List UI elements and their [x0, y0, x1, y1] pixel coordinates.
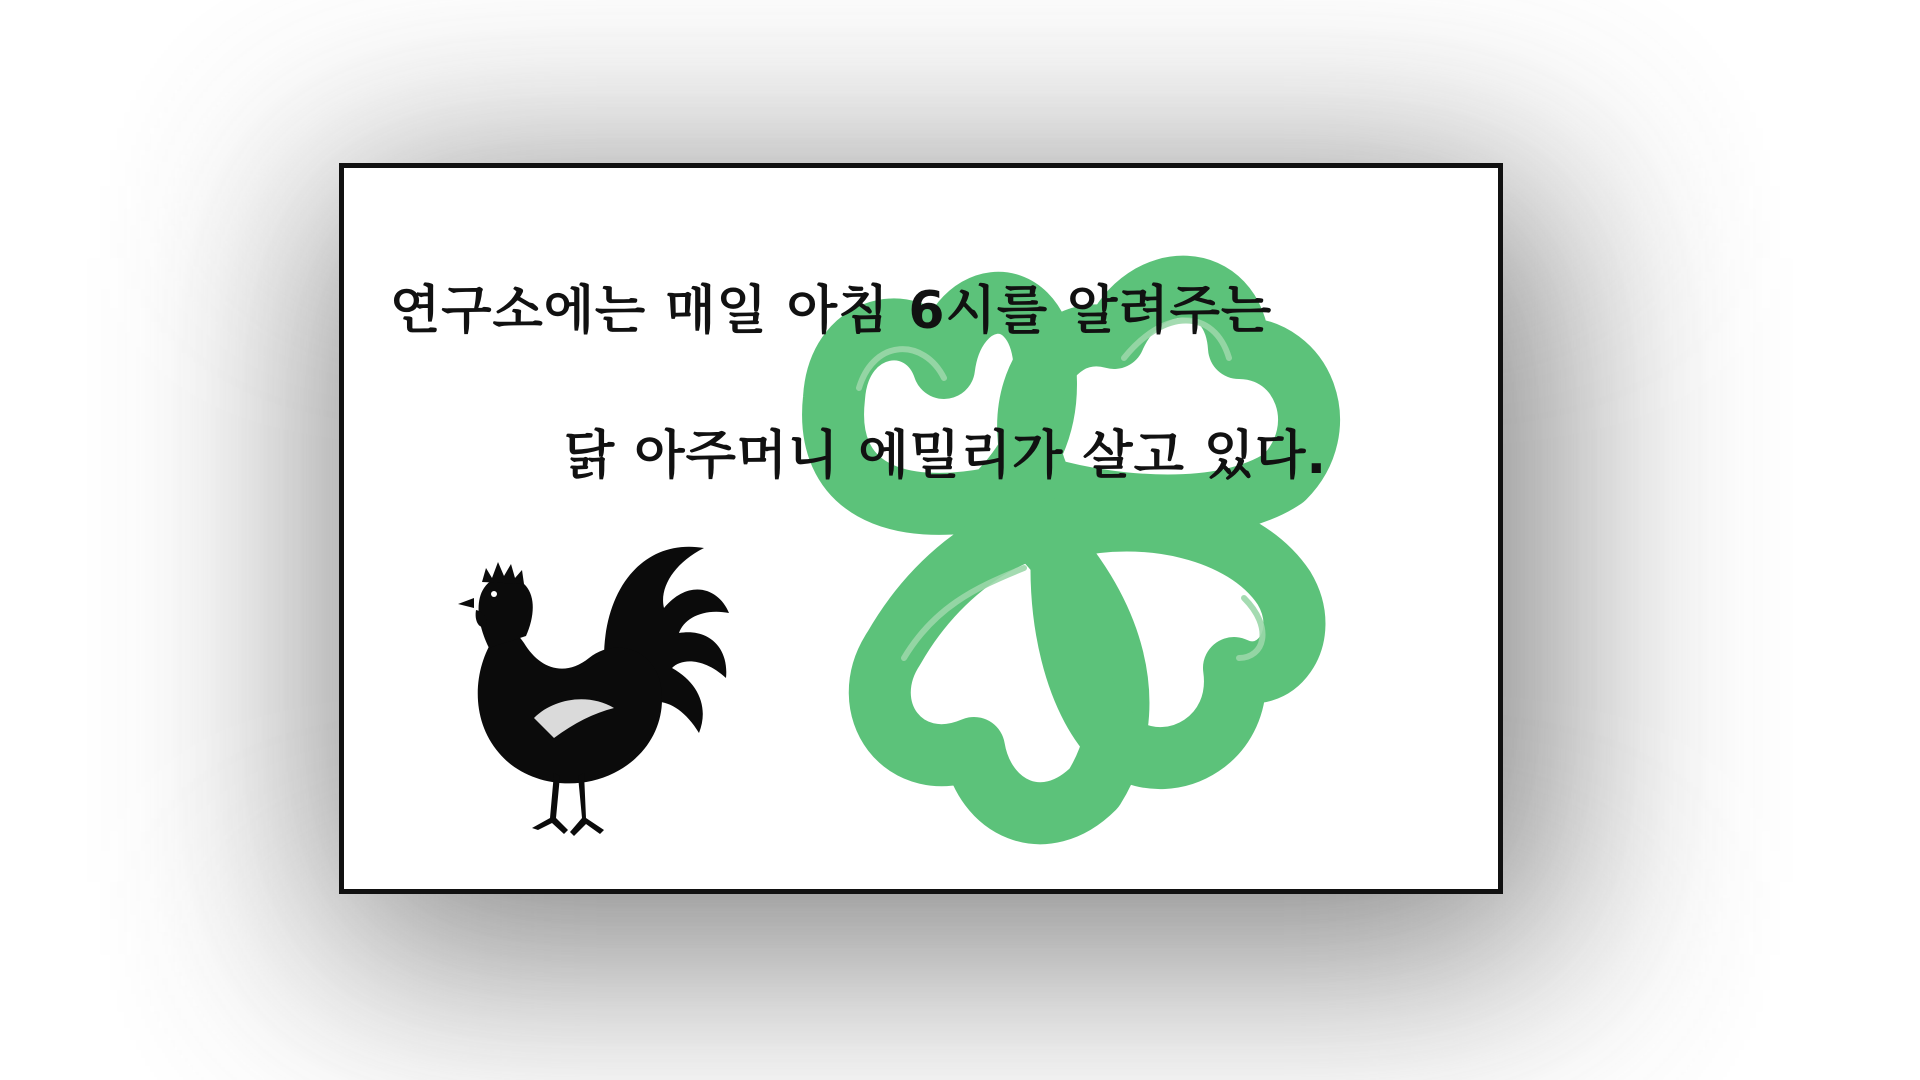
caption-line-1: 연구소에는 매일 아침 6시를 알려주는: [390, 281, 1273, 341]
comic-panel: [339, 163, 1503, 894]
rooster-icon: [414, 518, 744, 848]
caption-line-2: 닭 아주머니 에밀리가 살고 있다.: [564, 426, 1328, 486]
